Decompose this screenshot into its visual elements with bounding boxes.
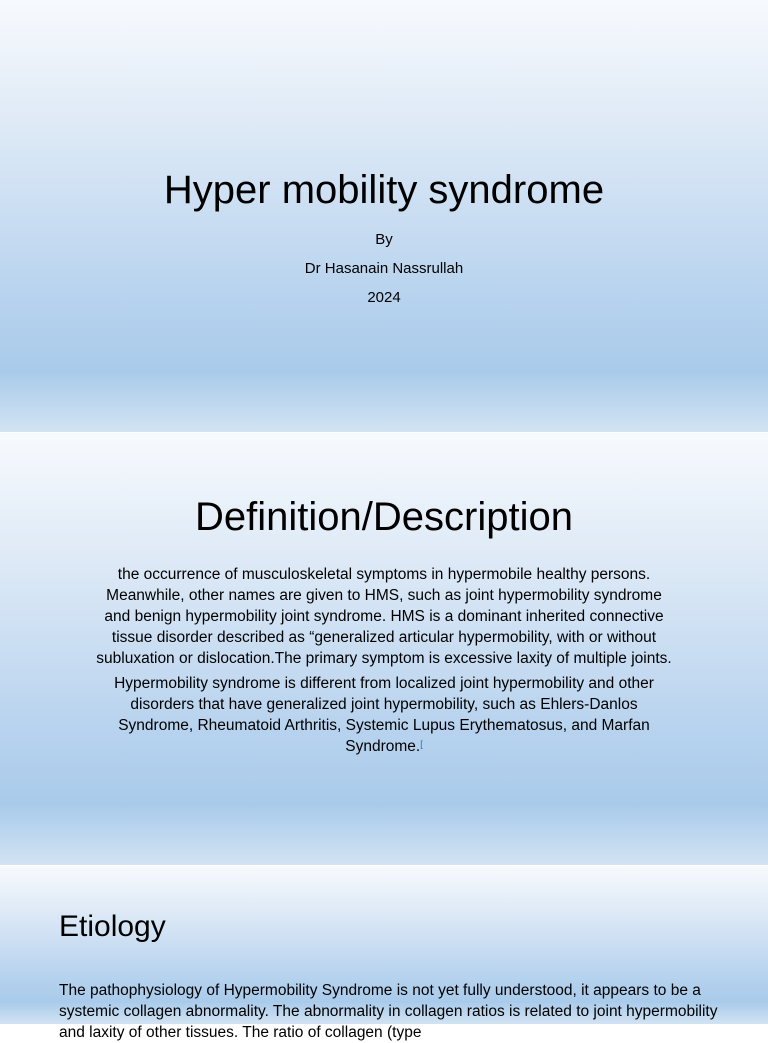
slide-etiology <box>0 866 768 1041</box>
definition-paragraph-1: the occurrence of musculoskeletal symptoms in hypermobile healthy persons. Meanwhile, other names are given to HMS, such as joint hypermobility syndrome and benign hypermobility joint syndrome. HMS is a dominant inherited connective tissue disorder described as “generalized articular hypermobility, with or without subluxation or dislocation.The primary symptom is excessive laxity of multiple joints. <box>96 566 672 667</box>
definition-paragraph-2-text: Hypermobility syndrome is different from localized joint hypermobility and other disorders that have generalized joint hypermobility, such as Ehlers-Danlos Syndrome, Rheumatoid Arthritis, Systemic Lupus Erythematosus, and Marfan Syndrome. <box>114 675 654 755</box>
etiology-paragraph: The pathophysiology of Hypermobility Syndrome is not yet fully understood, it appears to be a systemic collagen abnormality. The abnormality in collagen ratios is related to joint hypermobility and laxity of other tissues. The ratio of collagen (type <box>59 982 718 1041</box>
definition-paragraph-2 <box>96 673 672 757</box>
subtitle-line-year: 2024 <box>367 289 401 306</box>
definition-body <box>96 564 672 761</box>
definition-heading: Definition/Description <box>195 495 573 539</box>
etiology-heading: Etiology <box>59 910 166 943</box>
slide-title-heading: Hyper mobility syndrome <box>163 168 605 212</box>
subtitle-line-by: By <box>375 231 393 248</box>
slide-title <box>0 0 768 432</box>
slide-subtitle <box>0 225 768 312</box>
reference-link[interactable]: [ <box>420 739 423 749</box>
slide-definition <box>0 433 768 865</box>
subtitle-line-author: Dr Hasanain Nassrullah <box>304 260 464 277</box>
